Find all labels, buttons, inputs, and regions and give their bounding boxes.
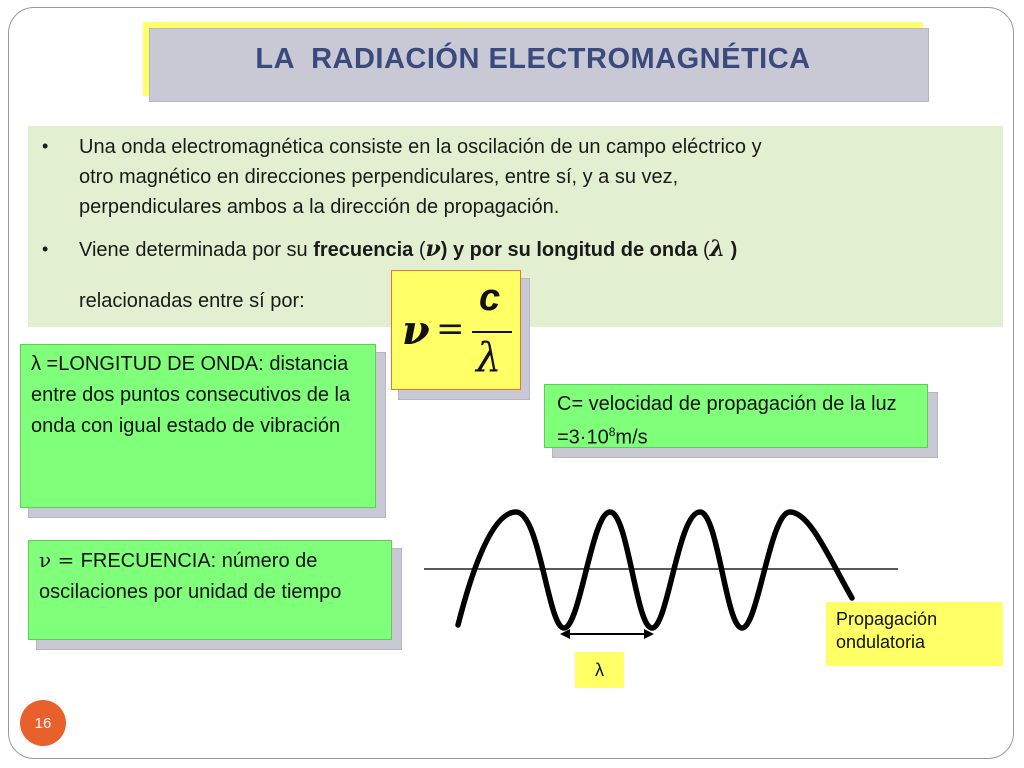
bullet-2-close: ) [725,239,738,261]
c-def-exponent: 8 [608,425,616,439]
formula-numerator: c [479,277,501,319]
propagation-label: Propagación ondulatoria [826,602,1003,666]
bullet-2-prefix: Viene determinada por su [79,239,314,261]
title-box [143,22,923,96]
c-def-unit: m/s [615,426,648,449]
bullet-1-line-1: Una onda electromagnética consiste en la oscilación de un campo eléctrico y [79,136,762,158]
bullet-1 [79,132,762,222]
fraction-bar [472,331,512,333]
bullet-2-nu: ν [425,236,441,262]
bullet-2-line-2: relacionadas entre sí por: [79,290,305,312]
lambda-definition-box: λ =LONGITUD DE ONDA: distancia entre dos puntos consecutivos de la onda con igual estado de vibración [20,344,376,508]
bullet-marker-2: • [42,239,49,259]
bullet-1-line-2: otro magnético en direcciones perpendiculares, entre sí, y a su vez, [79,166,679,188]
c-definition-box [544,384,928,448]
lambda-label-box: λ [575,652,624,688]
formula-denominator: λ [476,335,502,381]
bullet-2-lambda: λ [709,236,726,262]
bullet-2 [79,234,737,265]
bullet-2-longitud: longitud de onda [536,239,698,261]
formula-nu: ν [402,307,430,354]
formula-box [391,270,521,390]
slide-title: LA RADIACIÓN ELECTROMAGNÉTICA [255,42,811,75]
bullet-2-paren: ( [413,239,426,261]
c-def-text: C= velocidad de propagación de la luz =3·10 [557,393,897,449]
bullet-2-mid: ) y por su [440,239,537,261]
sine-wave [458,512,852,628]
nu-def-text: FRECUENCIA: número de oscilaciones por unidad de tiempo [39,550,342,603]
bullet-1-line-3: perpendiculares ambos a la dirección de propagación. [79,196,560,218]
nu-definition-box [28,540,392,640]
formula-equals: = [436,309,465,349]
nu-def-symbol: ν [39,548,52,572]
nu-def-equals: = [51,548,81,572]
bullet-2-frecuencia: frecuencia [313,239,414,261]
bullet-marker-1: • [42,136,49,156]
page-number: 16 [20,700,66,746]
bullet-2-paren-2: ( [697,239,710,261]
